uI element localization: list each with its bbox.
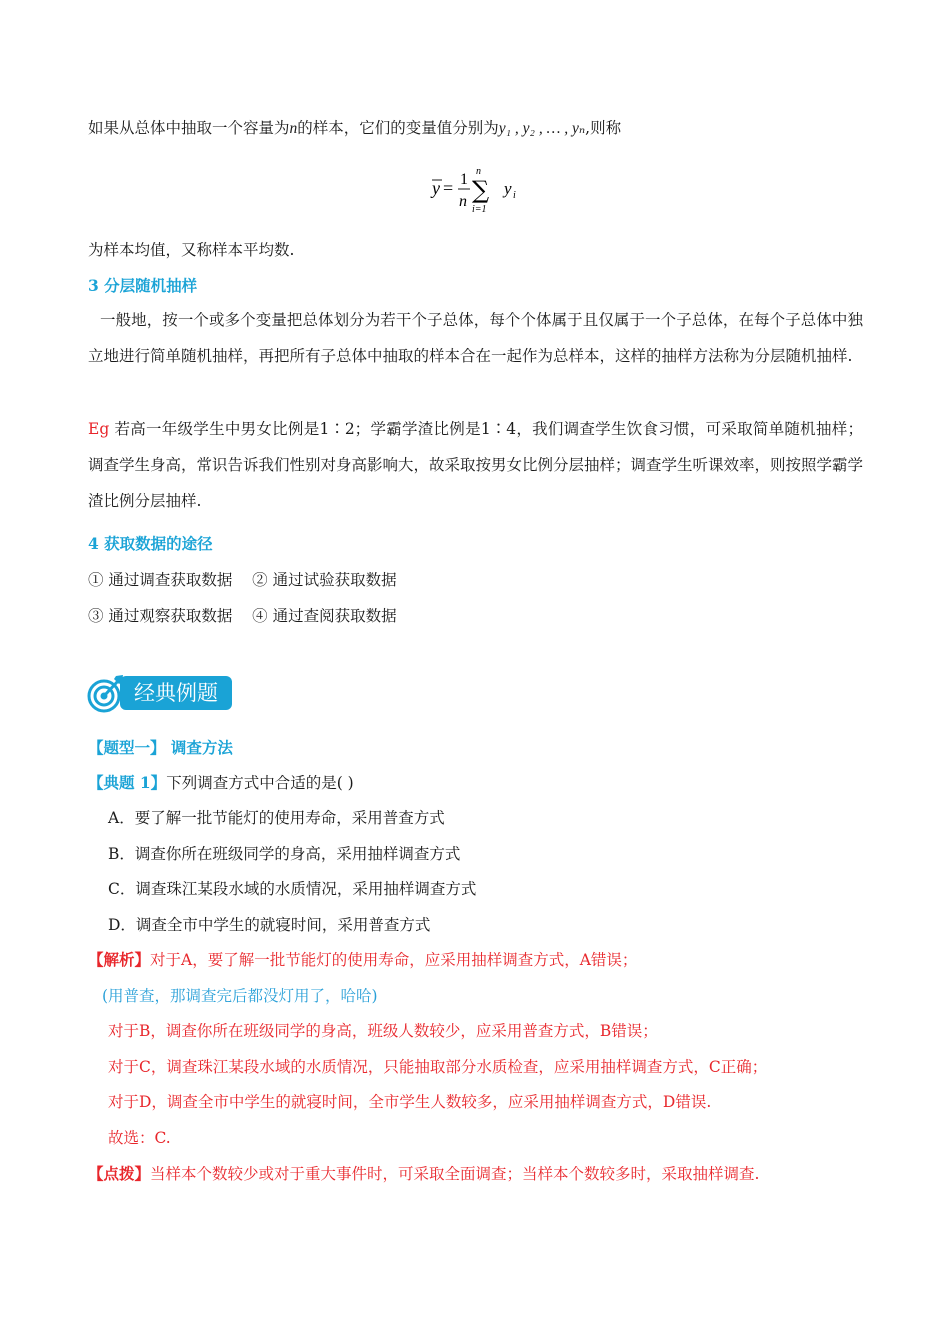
formula-num: 1	[460, 171, 468, 188]
formula-upper: n	[476, 166, 481, 177]
banner-label: 经典例题	[134, 681, 218, 705]
section4-row1: ① 通过调查获取数据 ② 通过试验获取数据	[88, 571, 397, 589]
formula-lhs: y	[432, 178, 440, 198]
analysis-first: 对于A，要了解一批节能灯的使用寿命，应采用抽样调查方式，A错误；	[150, 951, 638, 969]
example1-question	[88, 773, 354, 793]
analysis-first-line	[88, 950, 637, 970]
option-b: B．调查你所在班级同学的身高，采用抽样调查方式	[108, 845, 461, 863]
formula-term: y	[504, 179, 512, 198]
intro-text-pre: 如果从总体中抽取一个容量为	[88, 119, 290, 137]
type1-title: 调查方法	[165, 738, 233, 757]
analysis-aside: (用普查，那调查完后都没灯用了，哈哈)	[102, 987, 378, 1005]
classic-examples-banner	[86, 672, 236, 714]
tip-line	[88, 1164, 759, 1184]
tip-tag: 【点拨】	[88, 1164, 151, 1183]
option-d: D．调查全市中学生的就寝时间，采用普查方式	[108, 916, 431, 934]
tip-text: 当样本个数较少或对于重大事件时，可采取全面调查；当样本个数较多时，采取抽样调查.	[150, 1165, 760, 1183]
section3-heading: 3 分层随机抽样	[88, 276, 198, 295]
section3-body: 一般地，按一个或多个变量把总体划分为若干个子总体，每个个体属于且仅属于一个子总体，在每个子总体中独立地进行简单随机抽样，再把所有子总体中抽取的样本合在一起作为总样本，这样的抽样方法称为分层随机抽样.	[88, 311, 863, 365]
analysis-line-b: 对于B，调查你所在班级同学的身高，班级人数较少，应采用普查方式，B错误；	[108, 1022, 658, 1040]
intro-vars: y₁ , y₂ , … , yₙ	[498, 120, 586, 137]
intro-text-mid: 的样本，它们的变量值分别为	[297, 119, 499, 137]
formula-sigma: ∑	[472, 176, 490, 204]
example1-tag: 【典题 1】	[88, 773, 167, 792]
banner-box	[120, 676, 232, 710]
section4-row2: ③ 通过观察获取数据 ④ 通过查阅获取数据	[88, 607, 397, 625]
intro-text-post: ,则称	[585, 119, 622, 137]
eg-text: 若高一年级学生中男女比例是1∶2；学霸学渣比例是1∶4，我们调查学生饮食习惯，可采取简单随机抽样；调查学生身高，常识告诉我们性别对身高影响大，故采取按男女比例分层抽样；调查学生听课效率，则按照学霸学渣比例分层抽样.	[88, 420, 864, 510]
formula-lower: i=1	[472, 204, 487, 215]
analysis-line-d: 对于D，调查全市中学生的就寝时间，全市学生人数较多，应采用抽样调查方式，D错误.	[108, 1093, 712, 1111]
section4-heading: 4 获取数据的途径	[88, 534, 213, 553]
analysis-tag: 【解析】	[88, 950, 151, 969]
formula-term-sub: i	[513, 190, 516, 201]
sample-mean-formula	[428, 160, 538, 220]
analysis-line-c: 对于C，调查珠江某段水域的水质情况，只能抽取部分水质检查，应采用抽样调查方式，C正确；	[108, 1058, 768, 1076]
formula-den: n	[459, 193, 467, 210]
option-c: C．调查珠江某段水域的水质情况，采用抽样调查方式	[108, 880, 477, 898]
intro-n: n	[289, 120, 298, 137]
intro-line	[88, 118, 621, 139]
eg-paragraph	[88, 411, 863, 519]
analysis-conclusion: 故选：C.	[108, 1129, 171, 1147]
example1-text: 下列调查方式中合适的是( )	[166, 774, 354, 792]
eg-tag: Eg	[88, 420, 110, 438]
formula-eq: =	[443, 178, 454, 198]
type1-heading	[88, 738, 233, 758]
type1-tag: 【题型一】	[88, 738, 166, 757]
sample-mean-text: 为样本均值，又称样本平均数.	[88, 241, 295, 259]
option-a: A．要了解一批节能灯的使用寿命，采用普查方式	[108, 809, 445, 827]
